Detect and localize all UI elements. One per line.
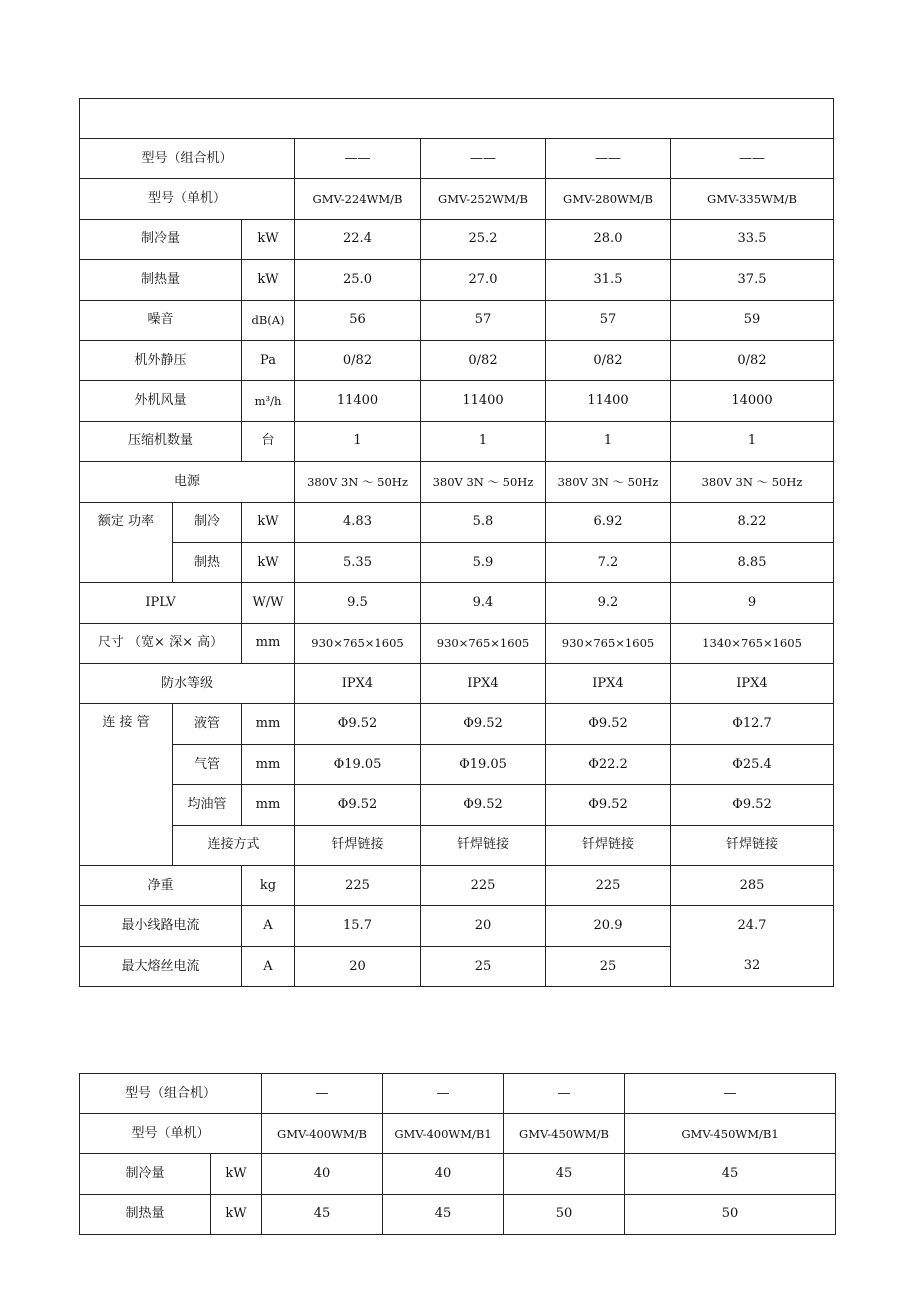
cell-value: 25.0: [295, 260, 421, 300]
table-row: [80, 1154, 836, 1194]
row-unit: kW: [211, 1154, 262, 1194]
cell-value: —: [383, 1074, 504, 1114]
cell-value: 285: [671, 866, 834, 906]
row-unit: kW: [242, 502, 295, 542]
cell-value: 8.22: [671, 502, 834, 542]
cell-value: Φ25.4: [671, 744, 834, 784]
row-label: 噪音: [80, 300, 242, 340]
cell-value: Φ12.7: [671, 704, 834, 744]
cell-value: Φ19.05: [295, 744, 421, 784]
row-unit: mm: [242, 744, 295, 784]
row-label: 均油管: [173, 785, 242, 825]
group-label: 额定 功率: [80, 502, 173, 583]
cell-value: 20: [295, 946, 421, 986]
table-row: [80, 502, 834, 542]
row-label: IPLV: [80, 583, 242, 623]
cell-value: 11400: [546, 381, 671, 421]
table-row: [80, 1074, 836, 1114]
cell-value: 钎焊链接: [671, 825, 834, 865]
table-row: [80, 623, 834, 663]
cell-value: 37.5: [671, 260, 834, 300]
cell-value: 50: [625, 1194, 836, 1234]
cell-value: 1: [671, 421, 834, 461]
table-row: [80, 139, 834, 179]
table-row: [80, 664, 834, 704]
cell-value: 钎焊链接: [546, 825, 671, 865]
cell-value: IPX4: [421, 664, 546, 704]
row-label: 气管: [173, 744, 242, 784]
cell-value: GMV-400WM/B: [262, 1114, 383, 1154]
cell-value: 45: [504, 1154, 625, 1194]
cell-value: Φ9.52: [421, 785, 546, 825]
row-unit: kW: [242, 219, 295, 259]
table-title-row: [80, 99, 834, 139]
cell-value: GMV-450WM/B: [504, 1114, 625, 1154]
row-unit: kW: [242, 542, 295, 582]
table-row: [80, 462, 834, 502]
row-unit: kg: [242, 866, 295, 906]
cell-value: IPX4: [671, 664, 834, 704]
cell-value: 1340×765×1605: [671, 623, 834, 663]
cell-value: 11400: [295, 381, 421, 421]
cell-value: 380V 3N ～ 50Hz: [421, 462, 546, 502]
row-label: 压缩机数量: [80, 421, 242, 461]
cell-value: —: [262, 1074, 383, 1114]
row-label: 最小线路电流: [80, 906, 242, 946]
cell-value: 0/82: [421, 340, 546, 380]
table-row: [80, 785, 834, 825]
cell-value: 5.8: [421, 502, 546, 542]
cell-value: Φ9.52: [295, 785, 421, 825]
row-label: 制热: [173, 542, 242, 582]
cell-value: 6.92: [546, 502, 671, 542]
cell-value: 9.4: [421, 583, 546, 623]
cell-value: Φ19.05: [421, 744, 546, 784]
cell-value: 50: [504, 1194, 625, 1234]
cell-value: 9.5: [295, 583, 421, 623]
cell-value: Φ9.52: [671, 785, 834, 825]
cell-value: 225: [421, 866, 546, 906]
cell-value: 1: [546, 421, 671, 461]
spec-table-2: [79, 1073, 836, 1235]
cell-value: 40: [383, 1154, 504, 1194]
table-row: [80, 946, 834, 986]
cell-value: 25.2: [421, 219, 546, 259]
cell-value: 930×765×1605: [546, 623, 671, 663]
row-label: 电源: [80, 462, 295, 502]
table-row: [80, 906, 834, 946]
row-unit: 台: [242, 421, 295, 461]
cell-value: 225: [295, 866, 421, 906]
row-label: 防水等级: [80, 664, 295, 704]
table-row: [80, 1114, 836, 1154]
cell-value: 59: [671, 300, 834, 340]
cell-value: 28.0: [546, 219, 671, 259]
table-row: [80, 866, 834, 906]
row-label: 连接方式: [173, 825, 295, 865]
row-label: 型号（单机）: [80, 179, 295, 219]
cell-value: 380V 3N ～ 50Hz: [295, 462, 421, 502]
table-row: [80, 381, 834, 421]
cell-value: —: [625, 1074, 836, 1114]
cell-value: 31.5: [546, 260, 671, 300]
row-label: 净重: [80, 866, 242, 906]
cell-value: 32: [671, 946, 834, 986]
cell-value: 45: [625, 1154, 836, 1194]
table-row: [80, 219, 834, 259]
cell-value: 40: [262, 1154, 383, 1194]
cell-value: 0/82: [546, 340, 671, 380]
cell-value: 1: [295, 421, 421, 461]
table-row: [80, 421, 834, 461]
row-unit: Pa: [242, 340, 295, 380]
row-label: 型号（组合机）: [80, 1074, 262, 1114]
cell-value: 8.85: [671, 542, 834, 582]
cell-value: GMV-400WM/B1: [383, 1114, 504, 1154]
cell-value: 27.0: [421, 260, 546, 300]
row-label: 型号（组合机）: [80, 139, 295, 179]
row-unit: W/W: [242, 583, 295, 623]
table-row: [80, 744, 834, 784]
cell-value: 9: [671, 583, 834, 623]
cell-value: Φ9.52: [295, 704, 421, 744]
cell-value: GMV-335WM/B: [671, 179, 834, 219]
cell-value: 9.2: [546, 583, 671, 623]
cell-value: ——: [295, 139, 421, 179]
row-label: 制热量: [80, 1194, 211, 1234]
row-label: 制冷量: [80, 1154, 211, 1194]
cell-value: —: [504, 1074, 625, 1114]
cell-value: 57: [546, 300, 671, 340]
table-row: [80, 583, 834, 623]
row-unit: kW: [211, 1194, 262, 1234]
table-row: [80, 300, 834, 340]
cell-value: 22.4: [295, 219, 421, 259]
cell-value: 1: [421, 421, 546, 461]
cell-value: 57: [421, 300, 546, 340]
cell-value: 930×765×1605: [295, 623, 421, 663]
cell-value: 45: [262, 1194, 383, 1234]
row-label: 外机风量: [80, 381, 242, 421]
table-row: [80, 704, 834, 744]
row-unit: mm: [242, 623, 295, 663]
cell-value: 7.2: [546, 542, 671, 582]
cell-value: 14000: [671, 381, 834, 421]
cell-value: 45: [383, 1194, 504, 1234]
cell-value: 380V 3N ～ 50Hz: [671, 462, 834, 502]
table-row: [80, 179, 834, 219]
row-label: 制热量: [80, 260, 242, 300]
row-label: 制冷量: [80, 219, 242, 259]
cell-value: 930×765×1605: [421, 623, 546, 663]
cell-value: 20.9: [546, 906, 671, 946]
cell-value: Φ9.52: [546, 785, 671, 825]
row-unit: kW: [242, 260, 295, 300]
cell-value: ——: [671, 139, 834, 179]
row-label: 液管: [173, 704, 242, 744]
cell-value: GMV-280WM/B: [546, 179, 671, 219]
cell-value: IPX4: [546, 664, 671, 704]
cell-value: ——: [546, 139, 671, 179]
cell-value: ——: [421, 139, 546, 179]
cell-value: 56: [295, 300, 421, 340]
cell-value: 0/82: [295, 340, 421, 380]
cell-value: GMV-224WM/B: [295, 179, 421, 219]
row-label: 制冷: [173, 502, 242, 542]
cell-value: 5.9: [421, 542, 546, 582]
cell-value: 25: [546, 946, 671, 986]
cell-value: 11400: [421, 381, 546, 421]
title-cell: [80, 99, 834, 139]
cell-value: 25: [421, 946, 546, 986]
group-label: 连 接 管: [80, 704, 173, 866]
spec-table-1: [79, 98, 834, 987]
cell-value: 钎焊链接: [295, 825, 421, 865]
cell-value: Φ22.2: [546, 744, 671, 784]
cell-value: IPX4: [295, 664, 421, 704]
table-row: [80, 260, 834, 300]
row-label: 机外静压: [80, 340, 242, 380]
cell-value: 20: [421, 906, 546, 946]
table-row: [80, 1194, 836, 1234]
row-label: 尺寸 （宽× 深× 高）: [80, 623, 242, 663]
cell-value: GMV-252WM/B: [421, 179, 546, 219]
table-row: [80, 542, 834, 582]
row-unit: mm: [242, 704, 295, 744]
cell-value: GMV-450WM/B1: [625, 1114, 836, 1154]
cell-value: 33.5: [671, 219, 834, 259]
row-label: 型号（单机）: [80, 1114, 262, 1154]
cell-value: 380V 3N ～ 50Hz: [546, 462, 671, 502]
cell-value: 0/82: [671, 340, 834, 380]
cell-value: 钎焊链接: [421, 825, 546, 865]
cell-value: Φ9.52: [421, 704, 546, 744]
table-row: [80, 825, 834, 865]
cell-value: Φ9.52: [546, 704, 671, 744]
cell-value: 24.7: [671, 906, 834, 946]
row-unit: mm: [242, 785, 295, 825]
row-unit: A: [242, 906, 295, 946]
cell-value: 225: [546, 866, 671, 906]
row-unit: A: [242, 946, 295, 986]
table-row: [80, 340, 834, 380]
cell-value: 15.7: [295, 906, 421, 946]
row-label: 最大熔丝电流: [80, 946, 242, 986]
row-unit: dB(A): [242, 300, 295, 340]
cell-value: 4.83: [295, 502, 421, 542]
row-unit: m³/h: [242, 381, 295, 421]
cell-value: 5.35: [295, 542, 421, 582]
